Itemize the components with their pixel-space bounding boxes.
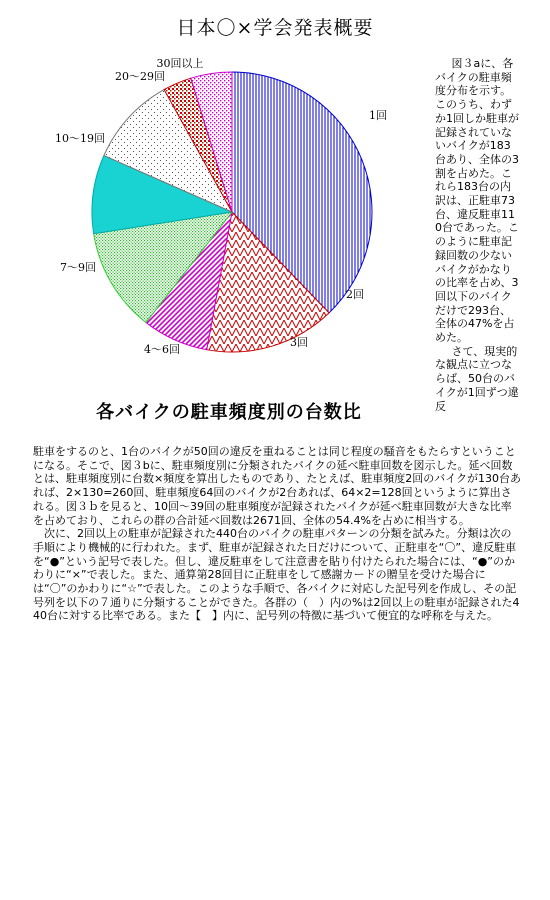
pie-label-4: 4〜6回	[144, 343, 180, 356]
body-paragraph-2: 次に、2回以上の駐車が記録された440台のバイクの駐車パターンの分類を試みた。分類は次の手順により機械的に行われた。まず、駐車が記録された日だけについて、正駐車を“〇”、違反駐車を“●”という記号で表した。但し、違反駐車をして注意書を貼り付けたられた場合には、“●”のかわりに“×”で表した。また、通算第28回目に正駐車をして感謝カードの贈呈を受けた場合には“〇”のかわりに“☆”で表した。このような手順で、各バイクに対応した記号列を作成し、その記号列を以下の７通りに分類することができた。各群の（ ）内の%は2回以上の駐車が記録された440台に対する比率である。また【 】内に、記号列の特徴に基づいて便宜的な呼称を与えた。	[33, 527, 520, 623]
pie-label-1: 1回	[369, 109, 387, 122]
body-paragraph-1: 駐車をするのと、1台のバイクが50回の違反を重ねることは同じ程度の騒音をもたらすということになる。そこで、図３bに、駐車頻度別に分類されたバイクの延べ駐車回数を図示した。延べ回数とは、駐車頻度別に台数×頻度を算出したものであり、たとえば、駐車頻度2回のバイクが130台あれば、2×130=260回、駐車頻度64回のバイクが2台あれば、64×2=128回というように算出される。図３ｂを見ると、10回〜39回の駐車頻度が記録されたバイクが延べ駐車回数が大きな比率を占めており、これらの群の合計延べ回数は2671回、全体の54.4%を占めに相当する。	[33, 445, 521, 527]
figure-caption: 各バイクの駐車頻度別の台数比	[96, 402, 362, 423]
pie-label-5: 7〜9回	[60, 261, 96, 274]
page-title: 日本〇×学会発表概要	[176, 17, 374, 39]
side-paragraph-2: さて、現実的な観点に立つならば、50台のバイクが1回ずつ違反	[435, 344, 519, 413]
pie-label-8: 30回以上	[156, 57, 204, 70]
pie-label-3: 3回	[290, 336, 308, 349]
body-text	[33, 445, 521, 623]
pie-label-2: 2回	[346, 288, 364, 301]
side-column-text	[435, 57, 521, 413]
pie-label-6: 10〜19回	[55, 132, 105, 145]
side-paragraph-1: 図３aに、各バイクの駐車頻度分布を示す。このうち、わずか1回しか駐車が記録されていないバイクが183台あり、全体の3割を占めた。これら183台の内訳は、正駐車73台、違反駐車110台であった。このように駐車記録回数の少ないバイクがかなりの比率を占め、3回以下のバイクだけで293台、全体の47%を占めた。	[435, 57, 519, 345]
pie-label-7: 20〜29回	[115, 70, 165, 83]
